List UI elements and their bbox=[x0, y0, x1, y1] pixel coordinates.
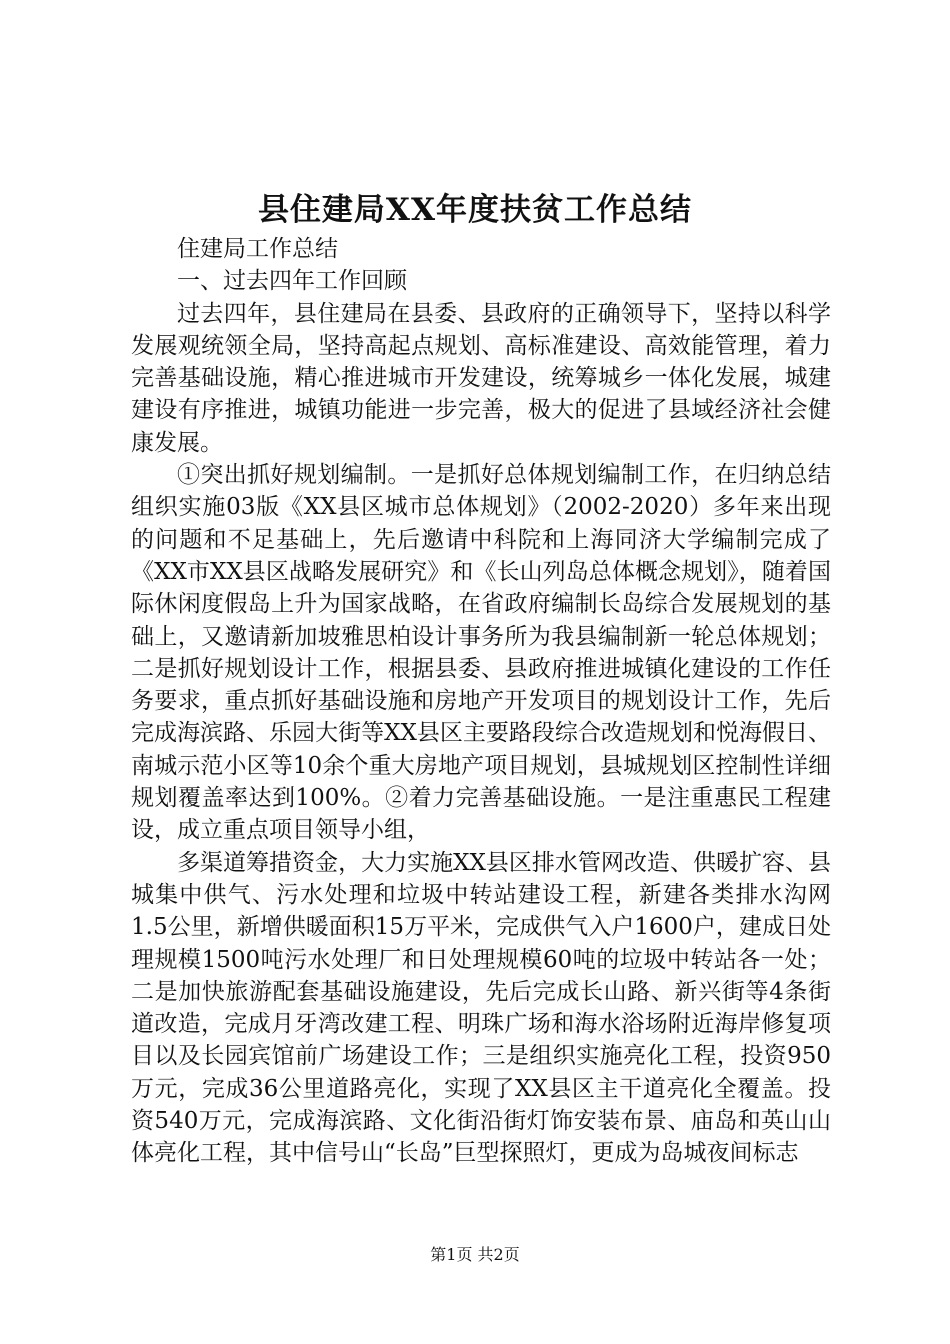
paragraph-planning: ①突出抓好规划编制。一是抓好总体规划编制工作，在归纳总结组织实施03版《XX县区城市总体规划》（2002-2020）多年来出现的问题和不足基础上，先后邀请中科院和上海同济大学编制完成了《XX市XX县区战略发展研究》和《长山列岛总体概念规划》，随着国际休闲度假岛上升为国家战略，在省政府编制长岛综合发展规划的基础上，又邀请新加坡雅思柏设计事务所为我县编制新一轮总体规划；二是抓好规划设计工作，根据县委、县政府推进城镇化建设的工作任务要求，重点抓好基础设施和房地产开发项目的规划设计工作，先后完成海滨路、乐园大街等XX县区主要路段综合改造规划和悦海假日、南城示范小区等10余个重大房地产项目规划，县城规划区控制性详细规划覆盖率达到100%。②着力完善基础设施。一是注重惠民工程建设，成立重点项目领导小组， bbox=[131, 462, 831, 844]
paragraph-infrastructure: 多渠道筹措资金，大力实施XX县区排水管网改造、供暖扩容、县城集中供气、污水处理和垃圾中转站建设工程，新建各类排水沟网1.5公里，新增供暖面积15万平米，完成供气入户1600户，建成日处理规模1500吨污水处理厂和日处理规模60吨的垃圾中转站各一处；二是加快旅游配套基础设施建设，先后完成长山路、新兴街等4条街道改造，完成月牙湾改建工程、明珠广场和海水浴场附近海岸修复项目以及长园宾馆前广场建设工作；三是组织实施亮化工程，投资950万元，完成36公里道路亮化，实现了XX县区主干道亮化全覆盖。投资540万元，完成海滨路、文化街沿街灯饰安装布景、庙岛和英山山体亮化工程，其中信号山“长岛”巨型探照灯，更成为岛城夜间标志 bbox=[131, 849, 831, 1167]
document-body bbox=[131, 233, 831, 1170]
document-title: 县住建局XX年度扶贫工作总结 bbox=[257, 192, 693, 228]
paragraph-review: 过去四年，县住建局在县委、县政府的正确领导下，坚持以科学发展观统领全局，坚持高起点规划、高标准建设、高效能管理，着力完善基础设施，精心推进城市开发建设，统筹城乡一体化发展，城建建设有序推进，城镇功能进一步完善，极大的促进了县域经济社会健康发展。 bbox=[131, 300, 831, 456]
page-footer: 第1页 共2页 bbox=[430, 1245, 520, 1264]
paragraph-subtitle: 住建局工作总结 bbox=[177, 236, 338, 262]
paragraph-section-heading: 一、过去四年工作回顾 bbox=[177, 268, 407, 295]
